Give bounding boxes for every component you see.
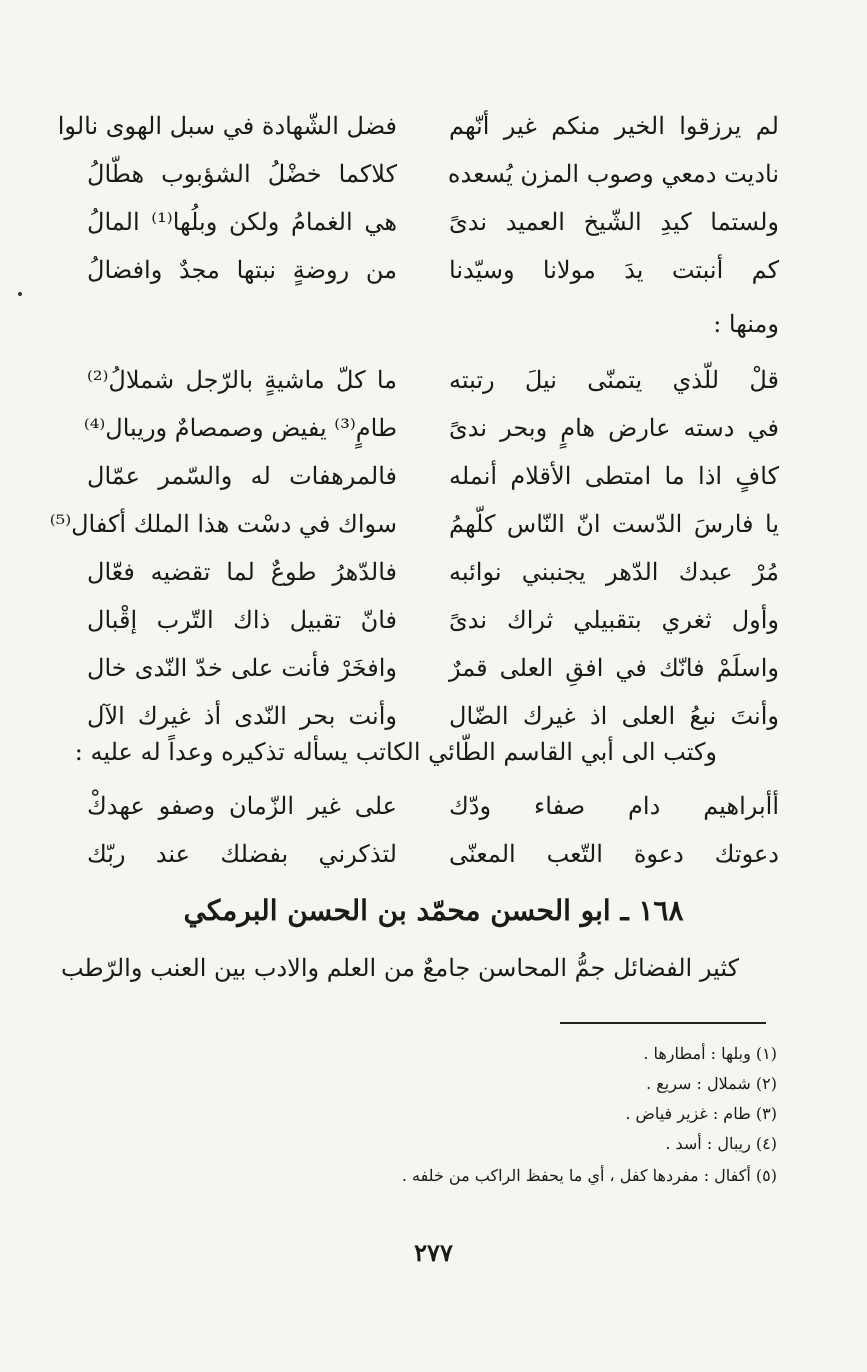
poem-block-2 (49, 356, 779, 740)
hemistich-left: ما كلّ ماشيةٍ بالرّجل شملالُ⁽²⁾ (87, 366, 397, 394)
couplet (87, 644, 779, 692)
hemistich-right: كافٍ اذا ما امتطى الأقلام أنمله (449, 462, 779, 490)
section-marker: ومنها : (713, 310, 779, 338)
footnote-3: (٣) طام : غزير فياض . (625, 1104, 777, 1123)
couplet (87, 356, 779, 404)
hemistich-right: ولستما كيدِ الشّيخ العميد ندىً (449, 208, 779, 236)
hemistich-right: لم يرزقوا الخير منكم غير أنّهم (449, 112, 779, 140)
hemistich-right: واسلَمْ فانّك في افقِ العلى قمرٌ (449, 654, 779, 682)
hemistich-left: فالمرهفات له والسّمر عمّال (87, 462, 397, 490)
hemistich-left: كلاكما خضْلُ الشؤبوب هطّالُ (87, 160, 397, 188)
poem-block-3 (87, 782, 779, 878)
footnote-4: (٤) ريبال : أسد . (665, 1134, 777, 1153)
hemistich-right: قلْ للّذي يتمنّى نيلَ رتبته (449, 366, 779, 394)
hemistich-right: وأول ثغري بتقبيلي ثراك ندىً (449, 606, 779, 634)
hemistich-right: يا فارسَ الدّست انّ النّاس كلّهمُ (449, 510, 779, 538)
poem-block-1 (57, 102, 779, 294)
hemistich-left: وافخَرْ فأنت على خدّ النّدى خال (87, 654, 397, 682)
couplet (49, 500, 779, 548)
hemistich-right: مُرْ عبدك الدّهر يجنبني نوائبه (449, 558, 779, 586)
hemistich-left: على غير الزّمان وصفو عهدكْ (87, 792, 397, 820)
entry-text: كثير الفضائل جمُّ المحاسن جامعٌ من العلم والادب بين العنب والرّطب (60, 954, 739, 982)
hemistich-left: وأنت بحر النّدى أذ غيرك الآل (87, 702, 397, 730)
hemistich-right: ناديت دمعي وصوب المزن يُسعده (447, 160, 779, 188)
page-number: ٢٧٧ (414, 1238, 453, 1267)
footnote-rule (560, 1022, 766, 1024)
hemistich-left: فالدّهرُ طوعٌ لما تقضيه فعّال (87, 558, 397, 586)
hemistich-right: في دسته عارض هامٍ وبحر ندىً (449, 414, 779, 442)
margin-speck (18, 292, 22, 296)
couplet (57, 102, 779, 150)
hemistich-left: فضل الشّهادة في سبل الهوى نالوا (57, 112, 397, 140)
couplet (83, 404, 779, 452)
hemistich-right: كم أنبتت يدَ مولانا وسيّدنا (449, 256, 779, 284)
couplet (87, 782, 779, 830)
hemistich-left: لتذكرني بفضلك عند ربّك (87, 840, 397, 868)
hemistich-left: من روضةٍ نبتها مجدٌ وافضالُ (87, 256, 397, 284)
couplet (87, 452, 779, 500)
couplet (87, 198, 779, 246)
hemistich-right: أأبراهيم دام صفاء ودّك (449, 792, 779, 820)
footnote-2: (٢) شملال : سريع . (646, 1074, 777, 1093)
hemistich-right: وأنتَ نبعُ العلى اذ غيرك الضّال (449, 702, 779, 730)
couplet (87, 246, 779, 294)
hemistich-left: سواك في دسْت هذا الملك أكفال⁽⁵⁾ (49, 510, 397, 538)
couplet (87, 548, 779, 596)
hemistich-left: فانّ تقبيل ذاك التّرب إقْبال (87, 606, 397, 634)
entry-heading: ١٦٨ ـ ابو الحسن محمّد بن الحسن البرمكي (183, 894, 684, 927)
couplet (87, 692, 779, 740)
hemistich-left: هي الغمامُ ولكن وبلُها⁽¹⁾ المالُ (87, 208, 397, 236)
footnote-1: (١) وبلها : أمطارها . (643, 1044, 777, 1063)
couplet (87, 596, 779, 644)
couplet (87, 830, 779, 878)
hemistich-right: دعوتك دعوة التّعب المعنّى (449, 840, 779, 868)
poem-intro: وكتب الى أبي القاسم الطّائي الكاتب يسأله تذكيره وعداً له عليه : (74, 738, 717, 766)
couplet (87, 150, 779, 198)
footnote-5: (٥) أكفال : مفردها كفل ، أي ما يحفظ الراكب من خلفه . (401, 1166, 777, 1185)
hemistich-left: طامٍ⁽³⁾ يفيض وصمصامٌ وريبال⁽⁴⁾ (83, 414, 397, 442)
